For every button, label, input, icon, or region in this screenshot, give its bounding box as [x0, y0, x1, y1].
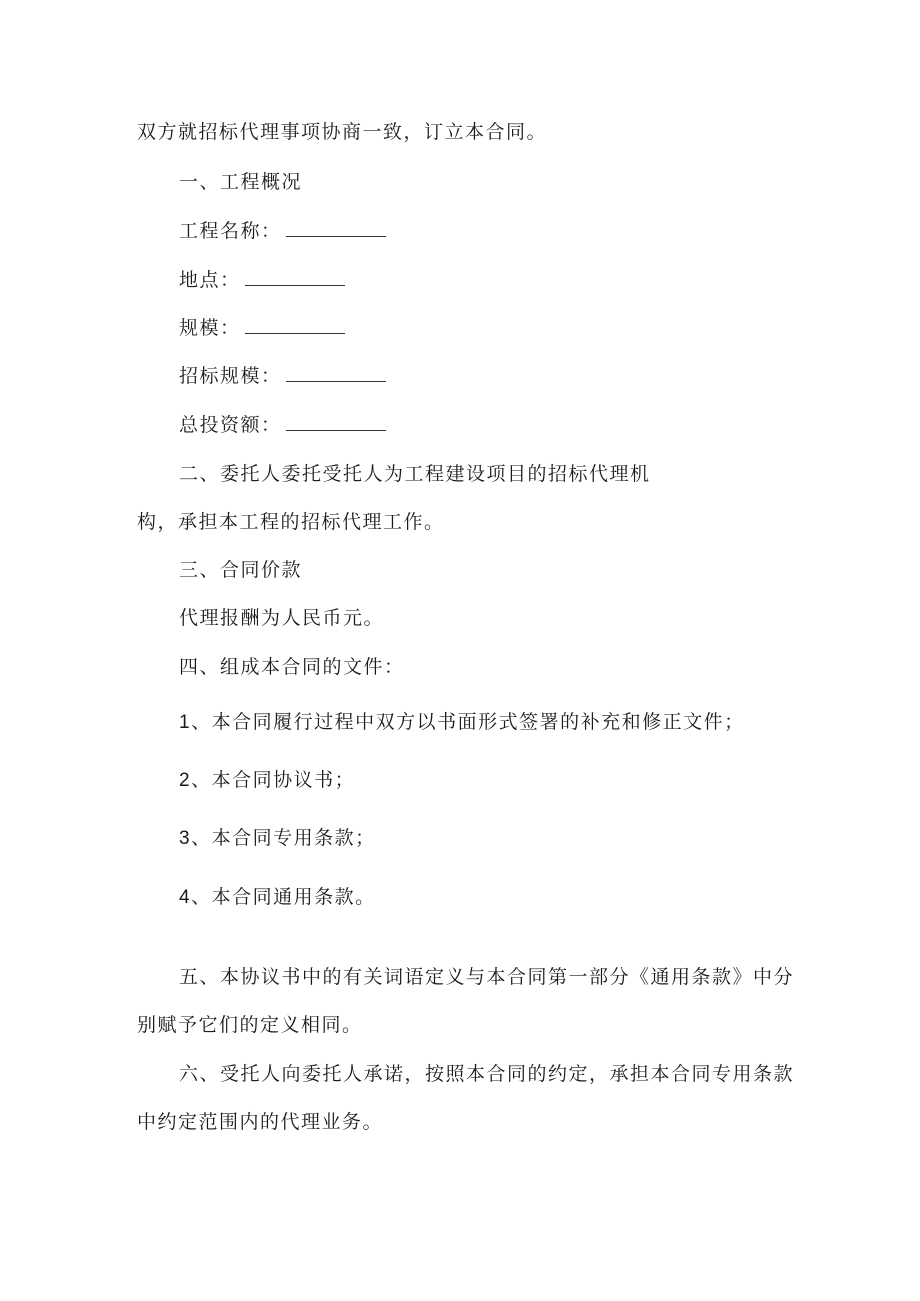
- total-investment-blank: [286, 415, 386, 431]
- list-item: [179, 885, 376, 910]
- list-item-text: 、本合同通用条款。: [191, 886, 376, 908]
- field-total-investment: [179, 413, 386, 437]
- list-item-text: 、本合同履行过程中双方以书面形式签署的补充和修正文件；: [191, 711, 745, 733]
- section-5-line-2: 别赋予它们的定义相同。: [137, 1014, 363, 1036]
- section-1-heading: 一、工程概况: [179, 171, 303, 193]
- field-project-name: [179, 219, 386, 243]
- field-scale-label: 规模：: [179, 317, 241, 339]
- section-6-line-2: 中约定范围内的代理业务。: [137, 1111, 384, 1133]
- list-item-number: 4: [179, 887, 192, 908]
- section-4-heading: 四、组成本合同的文件：: [179, 656, 405, 678]
- section-5-line-1: 五、本协议书中的有关词语定义与本合同第一部分《通用条款》中分: [179, 966, 795, 988]
- section-3-heading: 三、合同价款: [179, 559, 303, 581]
- field-location: [179, 268, 345, 292]
- section-2-line-2: 构，承担本工程的招标代理工作。: [137, 511, 445, 533]
- field-scale: [179, 316, 345, 340]
- project-name-blank: [286, 221, 386, 237]
- list-item-number: 3: [179, 828, 192, 849]
- field-tender-scale-label: 招标规模：: [179, 365, 282, 387]
- intro-paragraph: 双方就招标代理事项协商一致，订立本合同。: [137, 121, 548, 143]
- section-3-body: 代理报酬为人民币元。: [179, 607, 385, 629]
- field-total-investment-label: 总投资额：: [179, 414, 282, 436]
- section-6-line-1: 六、受托人向委托人承诺，按照本合同的约定，承担本合同专用条款: [179, 1063, 795, 1085]
- list-item-number: 2: [179, 770, 192, 791]
- field-tender-scale: [179, 364, 386, 388]
- field-location-label: 地点：: [179, 269, 241, 291]
- list-item: [179, 710, 745, 735]
- list-item: [179, 768, 355, 793]
- section-2-line-1: 二、委托人委托受托人为工程建设项目的招标代理机: [179, 463, 651, 485]
- location-blank: [245, 270, 345, 286]
- list-item-text: 、本合同协议书；: [191, 769, 356, 791]
- field-project-name-label: 工程名称：: [179, 220, 282, 242]
- list-item: [179, 826, 376, 851]
- scale-blank: [245, 318, 345, 334]
- list-item-number: 1: [179, 712, 192, 733]
- tender-scale-blank: [286, 366, 386, 382]
- list-item-text: 、本合同专用条款；: [191, 827, 376, 849]
